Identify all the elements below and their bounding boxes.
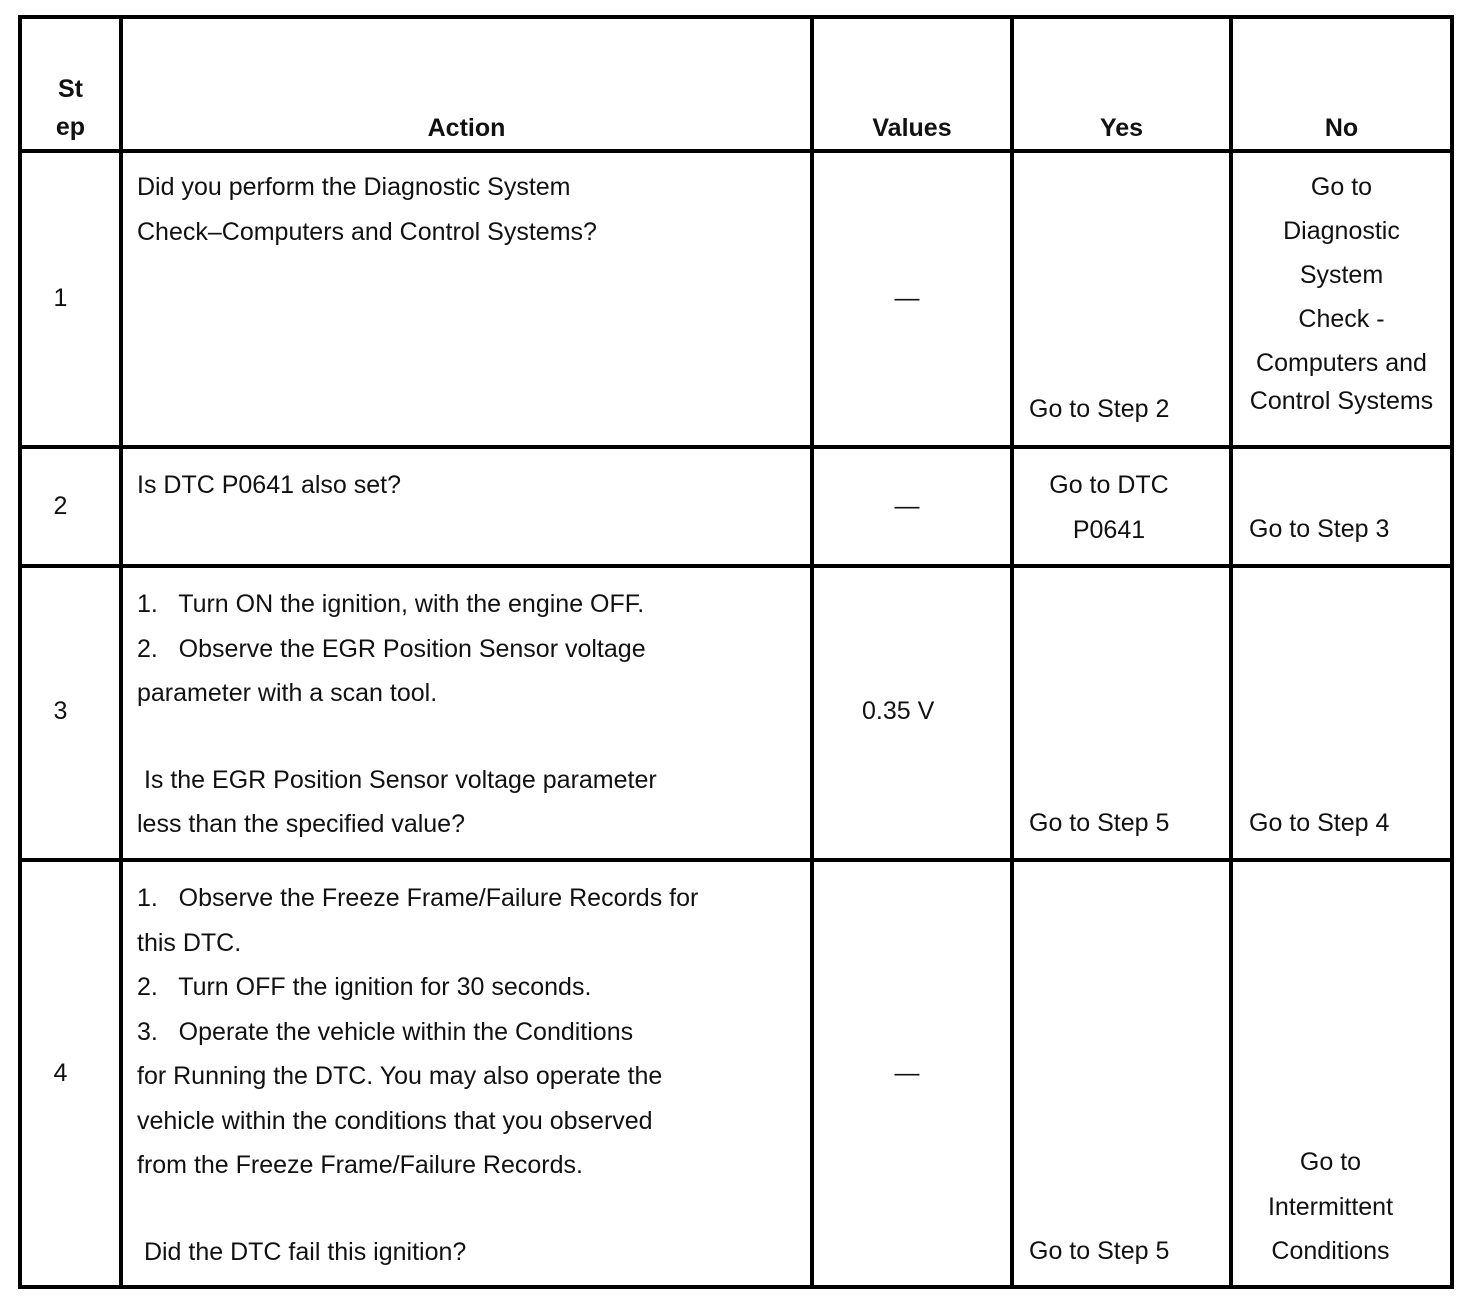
table-border-top [18,15,1454,19]
action-text: 1. Observe the Freeze Frame/Failure Records for this DTC. 2. Turn OFF the ignition for 30 seconds. 3. Operate the vehicle within the Conditions for Running the DTC. You may also operate the vehicle within the conditions that you observed from the Freeze Frame/Failure Records. Did the DTC fail this ignition? [137,884,699,1266]
header-divider [18,149,1454,153]
yes-link[interactable]: Go to Step 5 [1029,1237,1170,1265]
step-number: 3 [53,697,68,725]
yes-link[interactable]: Go to Step 2 [1029,395,1170,423]
action-text: Did you perform the Diagnostic System Check–Computers and Control Systems? [137,173,597,246]
header-step: St ep [55,75,86,141]
step-number: 4 [53,1059,68,1087]
yes-link[interactable]: Go to Step 5 [1029,809,1170,837]
step-number: 2 [53,492,68,520]
value-text: — [894,1059,920,1087]
step-number: 1 [53,284,68,312]
header-values: Values [872,114,952,142]
row-divider [18,858,1454,862]
no-link[interactable]: Go to Step 3 [1249,515,1390,543]
action-text: Is DTC P0641 also set? [137,471,402,499]
value-text: — [894,284,920,312]
row-divider [18,445,1454,449]
table-border-right [1450,15,1454,1289]
no-link[interactable]: Go to Intermittent Conditions [1267,1148,1394,1265]
column-divider [810,15,814,1289]
column-divider [119,15,123,1289]
table-border-bottom [18,1285,1454,1289]
yes-link[interactable]: Go to DTC P0641 [1049,471,1169,544]
action-text: 1. Turn ON the ignition, with the engine OFF. 2. Observe the EGR Position Sensor voltage parameter with a scan tool. Is the EGR Position Sensor voltage parameter less than the specified value? [137,590,657,838]
no-link[interactable]: Go to Step 4 [1249,809,1390,837]
table-border-left [18,15,22,1289]
value-text: 0.35 V [862,697,935,725]
row-divider [18,564,1454,568]
diagnostic-table [18,15,1454,1289]
value-text: — [894,492,920,520]
column-divider [1010,15,1014,1289]
header-yes: Yes [1099,114,1144,142]
header-no: No [1324,114,1359,142]
no-link[interactable]: Go to Diagnostic System Check - Computers and Control Systems [1249,173,1434,415]
header-action: Action [427,114,506,142]
